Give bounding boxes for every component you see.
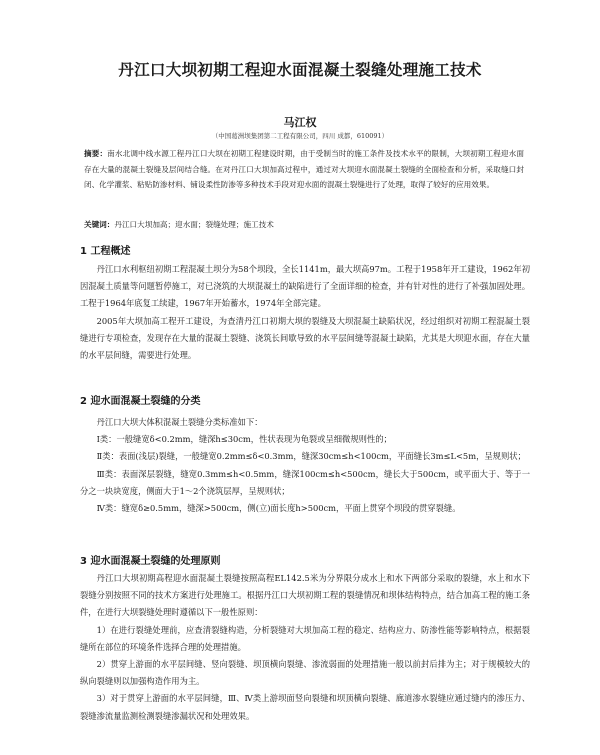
section-body-2 [80,414,530,517]
list-item: Ⅳ类：缝宽δ≥0.5mm，缝深>500cm，侧(立)面长度h>500cm，平面上贯穿个坝段的贯穿裂缝。 [96,503,461,514]
paragraph: 丹江口大坝大体积混凝土裂缝分类标准如下： [96,417,263,427]
list-item: 1）在进行裂缝处理前，应查清裂缝构造，分析裂缝对大坝加高工程的稳定、结构应力、防渗性能等影响特点，根据裂缝所在部位的环境条件选择合理的处理措施。 [80,624,530,652]
section-heading-3: 3 迎水面混凝土裂缝的处理原则 [80,556,221,567]
abstract-label: 摘要： [84,149,108,158]
list-item: 3）对于贯穿上游面的水平层间缝，Ⅲ、Ⅳ类上游坝面竖向裂缝和坝顶横向裂缝、廊道渗水裂缝应通过缝内的渗压力、裂缝渗流量监测检测裂缝渗漏状况和处理效果。 [80,693,530,721]
section-heading-2: 2 迎水面混凝土裂缝的分类 [80,396,201,407]
affiliation: （中国葛洲坝集团第二工程有限公司，四川 成都，610091） [211,132,389,140]
abstract [84,146,524,193]
paragraph: 丹江口水利枢纽初期工程混凝土坝分为58个坝段，全长1141m，最大坝高97m。工程于1958年开工建设，1962年初因混凝土质量等问题暂停施工，对已浇筑的大坝混凝土的缺陷进行了全面详细的检查，并有针对性的进行了补强加固处理。工程于1964年底复工续建，1967年开始蓄水，1974年全部完建。 [80,264,530,309]
abstract-text: 南水北调中线水源工程丹江口大坝在初期工程建设时期，由于受制当时的施工条件及技术水平的限制，大坝初期工程迎水面存在大量的混凝土裂缝及层间结合缝。在对丹江口大坝加高过程中，通过对大坝迎水面混凝土裂缝的全面检查和分析，采取缝口封闭、化学灌浆、粘贴防渗材料、铺设柔性防渗等多种技术手段对迎水面的混凝土裂缝进行了处理，取得了较好的应用效果。 [84,149,525,190]
section-heading-1: 1 工程概述 [80,246,131,257]
section-body-3 [80,570,530,725]
keywords-text: 丹江口大坝加高；迎水面；裂缝处理；施工技术 [114,220,274,229]
paper-title: 丹江口大坝初期工程迎水面混凝土裂缝处理施工技术 [118,61,482,79]
keywords [84,219,524,230]
paragraph: 2005年大坝加高工程开工建设，为查清丹江口初期大坝的裂缝及大坝混凝土缺陷状况，经过组织对初期工程混凝土裂缝进行专项检查，发现存在大量的混凝土裂缝、浇筑长间歇导致的水平层间缝等混凝土缺陷，尤其是大坝迎水面，存在大量的水平层间缝，需要进行处理。 [80,315,530,361]
list-item: Ⅲ类：表面深层裂缝，缝宽0.3mm≤h<0.5mm，缝深100cm≤h<500cm，缝长大于500cm，或平面大于、等于一分之一块块宽度，侧面大于1～2个浇筑层厚，呈规则状； [80,468,530,496]
paragraph: 丹江口大坝初期高程迎水面混凝土裂缝按照高程EL142.5米为分界限分成水上和水下两部分采取的裂缝，水上和水下裂缝分别按照不同的技术方案进行处理施工。根据丹江口大坝初期工程的裂缝情况和坝体结构特点，结合加高工程的施工条件，在进行大坝裂缝处理时遵循以下一般性原则： [80,573,530,618]
keywords-label: 关键词： [84,220,115,229]
list-item: Ⅱ类：表面(浅层)裂缝，一般缝宽0.2mm≤δ<0.3mm，缝深30cm≤h<100cm，平面缝长3m≤L<5m，呈规则状； [96,451,526,462]
list-item: Ⅰ类：一般缝宽δ<0.2mm，缝深h≤30cm，性状表现为龟裂或呈细微规则性的； [96,434,392,445]
section-body-1 [80,261,530,364]
list-item: 2）贯穿上游面的水平层间缝、竖向裂缝、坝顶横向裂缝、渗流弱面的处理措施一般以前封后排为主；对于规模较大的纵向裂缝则以加强构造作用为主。 [80,659,530,687]
author-name: 马江权 [283,116,317,129]
